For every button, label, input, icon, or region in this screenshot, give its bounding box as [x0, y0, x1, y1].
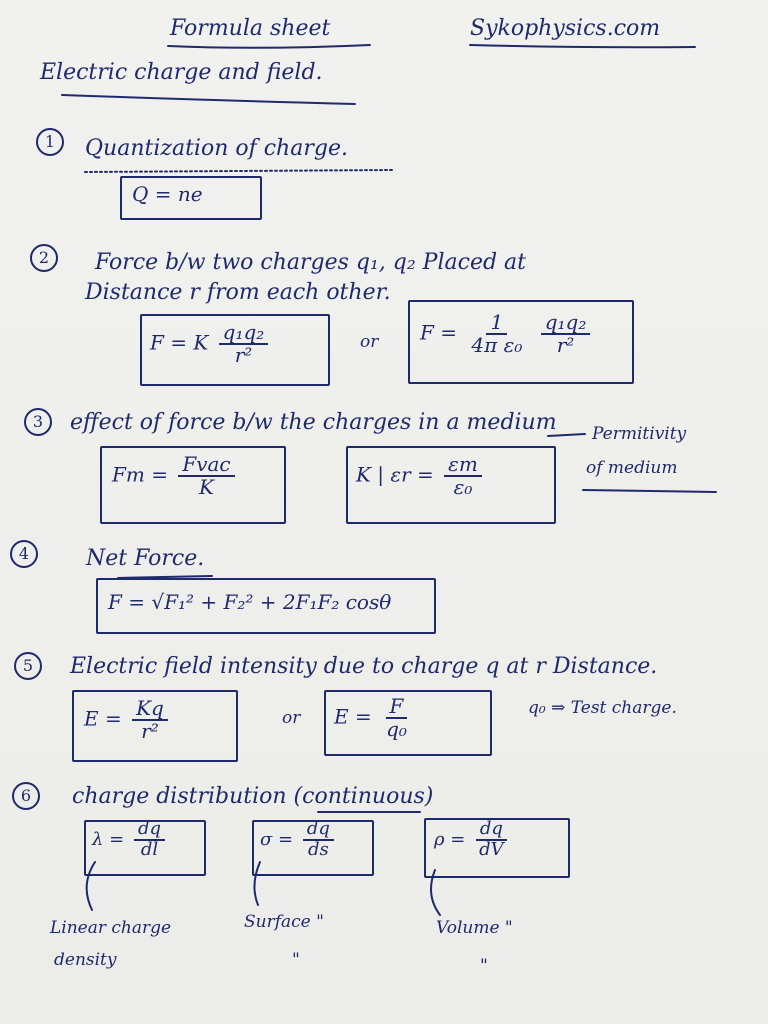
section-number-6: 6 [12, 782, 40, 810]
label-volume-ditto: " [480, 956, 488, 976]
surface-density-denominator: ds [307, 838, 329, 860]
coulomb-2-b-numerator: q₁q₂ [541, 312, 591, 335]
field-1-denominator: r² [141, 719, 159, 743]
dielectric-denominator: ε₀ [453, 475, 473, 499]
medium-force-numerator: Fvac [178, 454, 234, 477]
topic-title: Electric charge and field. [40, 60, 323, 85]
permittivity-note-line2: of medium [586, 458, 678, 478]
section-number-4: 4 [10, 540, 38, 568]
coulomb-2-fraction-a [467, 312, 526, 356]
dielectric-fraction [444, 454, 482, 498]
medium-force-lhs: Fm = [112, 462, 168, 487]
or-label-coulomb: or [360, 332, 379, 352]
field-2-numerator: F [386, 696, 408, 719]
section-2-title-line1: Force b/w two charges q₁, q₂ Placed at [95, 250, 527, 275]
coulomb-1-fraction [219, 322, 269, 366]
field-1-lhs: E = [84, 706, 122, 731]
field-1-fraction [132, 698, 168, 742]
formula-field-2 [334, 696, 415, 740]
field-2-denominator: q₀ [386, 717, 407, 741]
section-6-title: charge distribution (continuous) [72, 784, 434, 809]
coulomb-2-a-numerator: 1 [486, 312, 507, 335]
section-4-title: Net Force. [86, 546, 205, 571]
section-1-title: Quantization of charge. [85, 136, 348, 161]
topic-underline [62, 95, 355, 104]
coulomb-2-a-denominator: 4π ε₀ [471, 333, 523, 357]
section-2-title-line2: Distance r from each other. [85, 280, 391, 305]
surface-density-lhs: σ = [260, 828, 294, 850]
section-number-1: 1 [36, 128, 64, 156]
section-number-2: 2 [30, 244, 58, 272]
label-linear-line2: density [54, 950, 117, 970]
linear-density-fraction [134, 820, 165, 860]
formula-volume-density [434, 820, 512, 860]
dielectric-numerator: εm [444, 454, 482, 477]
section-number-3: 3 [24, 408, 52, 436]
formula-surface-density [260, 820, 338, 860]
field-2-fraction [382, 696, 411, 740]
label-linear-line1: Linear charge [50, 918, 172, 938]
formula-coulomb-2 [420, 312, 594, 356]
linear-density-denominator: dl [140, 838, 159, 860]
field-1-numerator: Kq [132, 698, 168, 721]
label-volume: Volume " [436, 918, 513, 938]
formula-medium-force [112, 454, 239, 498]
section-number-5: 5 [14, 652, 42, 680]
volume-density-fraction [475, 820, 508, 860]
volume-density-numerator: dq [476, 820, 507, 841]
linear-density-numerator: dq [134, 820, 165, 841]
page-title: Formula sheet [170, 16, 331, 41]
label-surface: Surface " [244, 912, 324, 932]
coulomb-2-fraction-b [541, 312, 591, 356]
sec1-underline [85, 170, 392, 172]
formula-coulomb-1 [150, 322, 272, 366]
coulomb-2-lhs: F = [420, 320, 457, 345]
section-3-title: effect of force b/w the charges in a medium [70, 410, 557, 435]
field-2-lhs: E = [334, 704, 372, 729]
sec3-note-underline [583, 490, 716, 492]
coulomb-1-denominator: r² [234, 343, 253, 367]
test-charge-note: q₀ ⇒ Test charge. [528, 698, 677, 718]
title-underline [168, 45, 370, 48]
section-5-title: Electric field intensity due to charge q at r Distance. [70, 654, 658, 679]
site-name: Sykophysics.com [470, 16, 661, 41]
coulomb-2-b-denominator: r² [556, 333, 575, 357]
formula-dielectric [356, 454, 486, 498]
volume-density-denominator: dV [479, 838, 504, 860]
formula-field-1 [84, 698, 172, 742]
formula-net-force: F = √F₁² + F₂² + 2F₁F₂ cosθ [108, 590, 392, 614]
dielectric-lhs: K | εr = [356, 462, 434, 487]
site-underline [470, 45, 695, 47]
medium-force-denominator: K [199, 475, 214, 499]
surface-density-fraction [303, 820, 334, 860]
linear-density-lhs: λ = [92, 828, 125, 850]
surface-density-numerator: dq [303, 820, 334, 841]
coulomb-1-lhs: F = K [150, 330, 209, 355]
label-surface-ditto: " [292, 950, 300, 970]
permittivity-note-line1: Permitivity [592, 424, 687, 444]
volume-density-lhs: ρ = [434, 828, 466, 850]
formula-quantization: Q = ne [132, 182, 203, 206]
formula-linear-density [92, 820, 169, 860]
coulomb-1-numerator: q₁q₂ [219, 322, 269, 345]
medium-force-fraction [178, 454, 234, 498]
or-label-field: or [282, 708, 301, 728]
